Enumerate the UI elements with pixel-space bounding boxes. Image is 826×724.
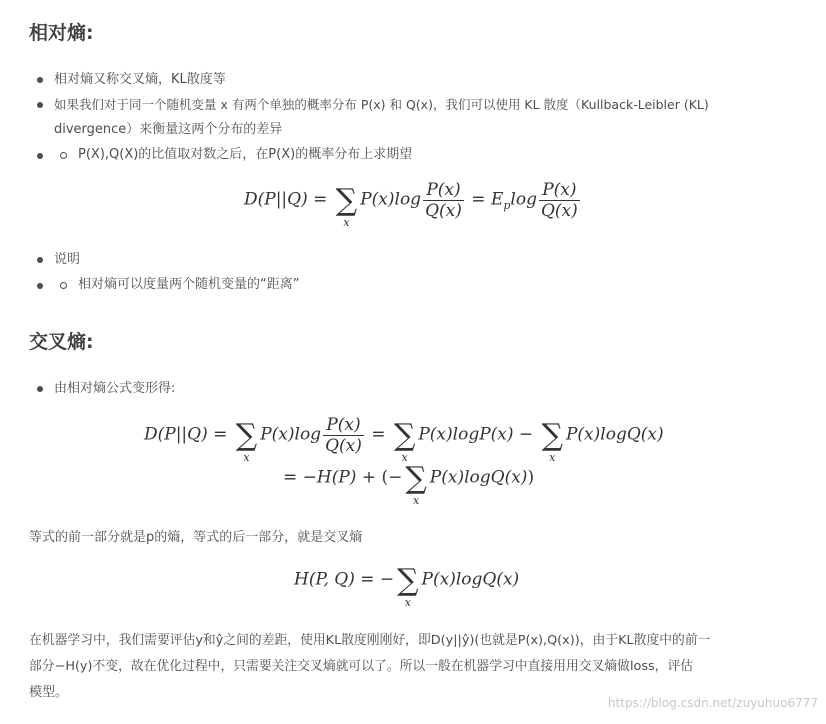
sub-bullet-distance: 相对熵可以度量两个随机变量的“距离” <box>78 277 300 292</box>
formula-cross-entropy: H(P, Q) = − ∑ x P(x)logQ(x) <box>294 563 520 609</box>
bullet-kl-definition-line1: 如果我们对于同一个随机变量 x 有两个单独的概率分布 P(x) 和 Q(x)，我们可以使用 KL 散度（Kullback-Leibler (KL) <box>54 97 709 112</box>
paragraph-ml-line1: 在机器学习中，我们需要评估y和ŷ之间的差距，使用KL散度刚刚好，即D(y||ŷ)(也就是P(x),Q(x))，由于KL散度中的前一 <box>29 633 711 648</box>
bullet-dot <box>37 102 43 108</box>
formula-kl-divergence: D(P||Q) = ∑ x P(x)log $\frac{P(x)}{Q(x)}$ = $E_p\log$ $\frac{P(x)}{Q(x)}$ <box>244 179 578 229</box>
paragraph-ml-line3: 模型。 <box>29 685 69 700</box>
bullet-kl-definition-line2: divergence）来衡量这两个分布的差异 <box>54 122 283 137</box>
sub-bullet-ring <box>60 282 67 289</box>
paragraph-entropy-parts: 等式的前一部分就是p的熵，等式的后一部分，就是交叉熵 <box>29 530 363 545</box>
bullet-explanation: 说明 <box>54 252 81 267</box>
bullet-dot <box>37 386 43 392</box>
bullet-kl-alias: 相对熵又称交叉熵，KL散度等 <box>54 72 226 87</box>
formula-cross-entropy-derivation-line2: = −H(P) + (− ∑ x P(x)logQ(x)) <box>283 461 535 507</box>
bullet-dot <box>37 283 43 289</box>
watermark-url: https://blog.csdn.net/zuyuhuo6777 <box>607 696 818 710</box>
sub-bullet-ring <box>60 152 67 159</box>
bullet-derivation: 由相对熵公式变形得: <box>54 381 176 396</box>
bullet-dot <box>37 153 43 159</box>
bullet-dot <box>37 257 43 263</box>
formula-cross-entropy-derivation-line1: D(P||Q) = ∑ x P(x)log $\frac{P(x)}{Q(x)}$ = ∑ x P(x)logP(x) − ∑ x P(x)logQ(x) <box>144 414 664 464</box>
heading-cross-entropy: 交叉熵: <box>29 331 94 353</box>
sub-bullet-expectation: P(X),Q(X)的比值取对数之后，在P(X)的概率分布上求期望 <box>78 147 413 162</box>
heading-relative-entropy: 相对熵: <box>29 22 94 44</box>
bullet-dot <box>37 77 43 83</box>
paragraph-ml-line2: 部分−H(y)不变，故在优化过程中，只需要关注交叉熵就可以了。所以一般在机器学习中直接用用交叉熵做loss，评估 <box>29 659 694 674</box>
